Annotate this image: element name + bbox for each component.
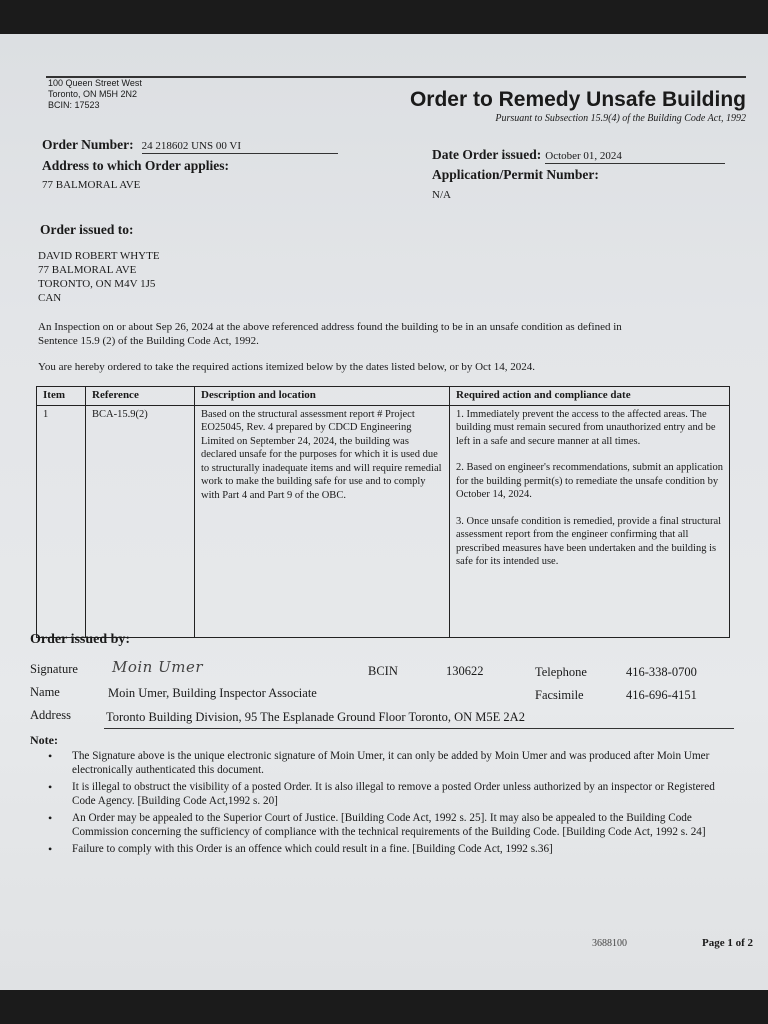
list-item <box>48 843 738 857</box>
issued-to-line: DAVID ROBERT WHYTE <box>38 250 160 262</box>
document-subtitle: Pursuant to Subsection 15.9(4) of the Building Code Act, 1992 <box>495 113 746 124</box>
table-header-row <box>37 387 730 406</box>
bullet-icon: • <box>48 780 53 794</box>
list-item <box>48 750 738 777</box>
order-paragraph: You are hereby ordered to take the required actions itemized below by the dates listed below, or by Oct 14, 2024. <box>38 361 535 373</box>
note-list <box>48 750 738 861</box>
address-label: Address <box>30 708 71 722</box>
header-reference: Reference <box>86 387 195 406</box>
office-address <box>48 78 142 111</box>
bullet-icon: • <box>48 749 53 763</box>
document-page <box>0 34 768 990</box>
office-address-value: Toronto Building Division, 95 The Esplanade Ground Floor Toronto, ON M5E 2A2 <box>106 710 525 724</box>
order-number-value: 24 218602 UNS 00 VI <box>142 140 338 154</box>
note-text: Failure to comply with this Order is an offence which could result in a fine. [Building Code Act, 1992 s.36] <box>72 843 553 855</box>
issued-to-address <box>38 249 160 305</box>
facsimile-label: Facsimile <box>535 688 584 702</box>
issued-to-line: 77 BALMORAL AVE <box>38 264 137 276</box>
inspector-name: Moin Umer, Building Inspector Associate <box>108 686 317 700</box>
page-number: Page 1 of 2 <box>702 937 754 949</box>
inspection-line-2: Sentence 15.9 (2) of the Building Code Act, 1992. <box>38 335 259 347</box>
document-title: Order to Remedy Unsafe Building <box>409 88 746 111</box>
permit-value: N/A <box>432 189 451 201</box>
header-required-action: Required action and compliance date <box>450 387 730 406</box>
office-city: Toronto, ON M5H 2N2 <box>48 89 138 99</box>
required-action-3: 3. Once unsafe condition is remedied, provide a final structural assessment report from the engineer confirming that all prescribed measures have been undertaken and the building is safe for its intended use. <box>456 515 722 567</box>
list-item <box>48 781 738 808</box>
required-action-1: 1. Immediately prevent the access to the affected areas. The building must remain secured from unauthorized entry and be left in a safe and secure manner at all times. <box>456 408 716 447</box>
note-text: It is illegal to obstruct the visibility of a posted Order. It is also illegal to remove a posted Order unless authorized by an inspector or Registered Code Agency. [Building Code Act,1992 s. 20] <box>72 781 715 807</box>
header-item: Item <box>37 387 86 406</box>
cell-reference: BCA-15.9(2) <box>86 405 195 637</box>
telephone-value: 416-338-0700 <box>626 665 697 679</box>
bullet-icon: • <box>48 842 53 856</box>
signature-label: Signature <box>30 662 78 676</box>
inspection-paragraph <box>38 320 622 348</box>
office-street: 100 Queen Street West <box>48 78 142 88</box>
bullet-icon: • <box>48 811 53 825</box>
address-underline <box>104 728 734 729</box>
header-rule <box>46 76 746 78</box>
document-code: 3688100 <box>592 938 627 949</box>
facsimile-value: 416-696-4151 <box>626 688 697 702</box>
header-description: Description and location <box>195 387 450 406</box>
note-text: The Signature above is the unique electronic signature of Moin Umer, it can only be added by Moin Umer and was produced after Moin Umer electronically authenticated this document. <box>72 750 710 776</box>
address-applies-label: Address to which Order applies: <box>42 158 230 173</box>
issued-by-label: Order issued by: <box>30 632 131 647</box>
order-number-row <box>42 136 338 154</box>
issued-to-line: TORONTO, ON M4V 1J5 <box>38 278 156 290</box>
cell-item: 1 <box>37 405 86 637</box>
date-issued-row <box>432 146 725 164</box>
table-row <box>37 405 730 637</box>
cell-required-action <box>450 405 730 637</box>
date-issued-value: October 01, 2024 <box>545 150 725 164</box>
permit-label: Application/Permit Number: <box>432 167 599 182</box>
telephone-label: Telephone <box>535 665 587 679</box>
cell-description: Based on the structural assessment report # Project EO25045, Rev. 4 prepared by CDCD Engineering Limited on September 24, 2024, the building was declared unsafe for the purposes for which it is used due to structurally inadequate items and will require remedial work to make the building safe for use and to comply with Part 4 and Part 9 of the OBC. <box>195 405 450 637</box>
bcin-value: 130622 <box>446 664 484 678</box>
items-table <box>36 386 730 638</box>
inspection-line-1: An Inspection on or about Sep 26, 2024 at the above referenced address found the building to be in an unsafe condition as defined in <box>38 321 622 333</box>
inspector-signature: Moin Umer <box>112 658 204 676</box>
list-item <box>48 812 738 839</box>
issued-to-label: Order issued to: <box>40 222 134 237</box>
date-issued-label: Date Order issued: <box>432 147 542 162</box>
issued-to-line: CAN <box>38 292 62 304</box>
order-number-label: Order Number: <box>42 137 134 152</box>
name-label: Name <box>30 685 60 699</box>
note-text: An Order may be appealed to the Superior Court of Justice. [Building Code Act, 1992 s. 25]. It may also be appealed to the Building Code Commission concerning the sufficiency of compliance with the technical requirements of the Building Code. [Building Code Act, 1992 s. 24] <box>72 812 706 838</box>
office-bcin: BCIN: 17523 <box>48 100 100 110</box>
required-action-2: 2. Based on engineer's recommendations, submit an application for the building permit(s) to remediate the unsafe condition by October 14, 2024. <box>456 462 723 500</box>
note-label: Note: <box>30 733 58 747</box>
bcin-label: BCIN <box>368 664 398 678</box>
address-applies-value: 77 BALMORAL AVE <box>42 179 141 191</box>
